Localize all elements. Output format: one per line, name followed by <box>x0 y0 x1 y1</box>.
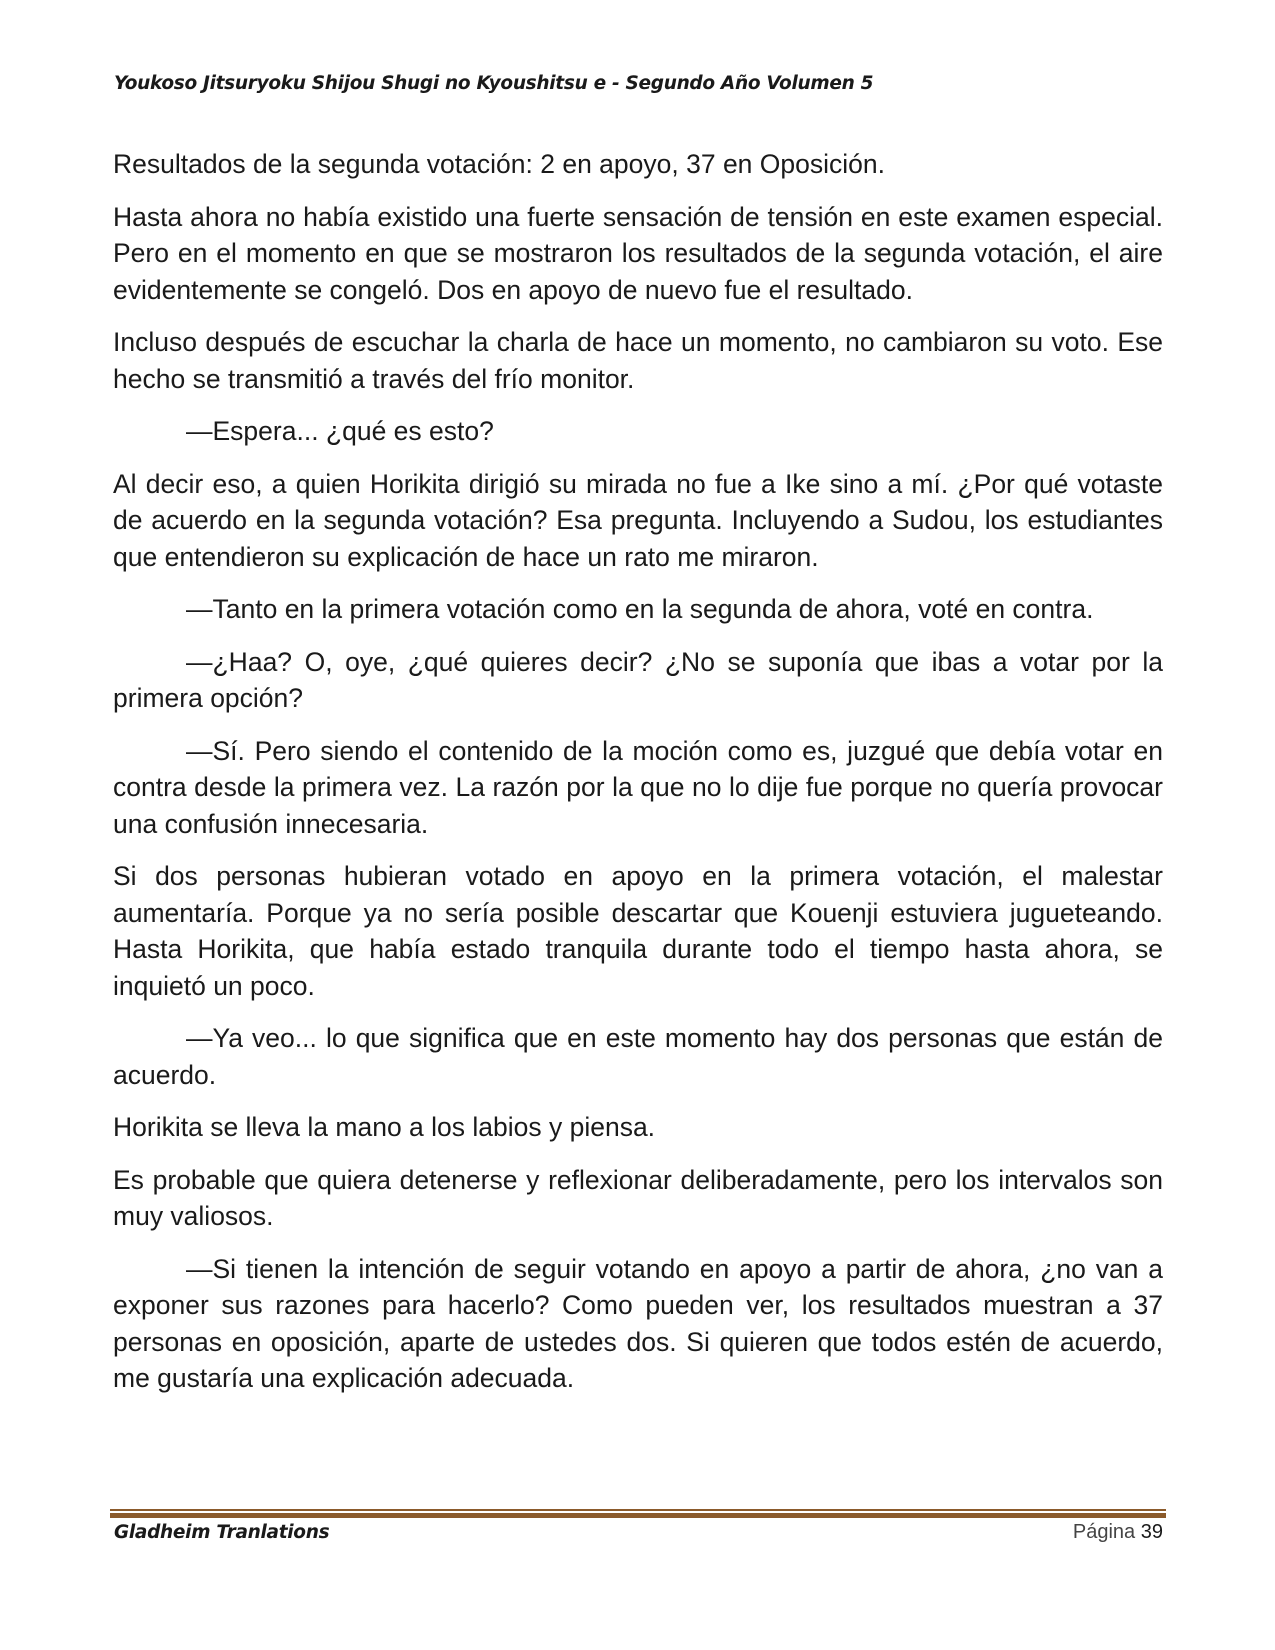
running-header: Youkoso Jitsuryoku Shijou Shugi no Kyoushitsu e - Segundo Año Volumen 5 <box>114 73 874 94</box>
dialog-paragraph: —Ya veo... lo que significa que en este momento hay dos personas que están de acuerdo. <box>113 1023 1163 1090</box>
dialog-paragraph: —Tanto en la primera votación como en la segunda de ahora, voté en contra. <box>186 594 1094 624</box>
footer-divider <box>110 1509 1166 1518</box>
paragraph: Al decir eso, a quien Horikita dirigió su mirada no fue a Ike sino a mí. ¿Por qué votaste de acuerdo en la segunda votación? Esa pregunta. Incluyendo a Sudou, los estudiantes que entendieron su explicación de hace un rato me miraron. <box>113 468 1163 572</box>
page-body <box>113 146 1163 1413</box>
paragraph: Horikita se lleva la mano a los labios y piensa. <box>113 1112 656 1142</box>
page-number: 39 <box>1140 1521 1163 1543</box>
dialog-paragraph: —Si tienen la intención de seguir votando en apoyo a partir de ahora, ¿no van a exponer sus razones para hacerlo? Como pueden ver, los resultados muestran a 37 personas en oposición, aparte de ustedes dos. Si quieren que todos estén de acuerdo, me gustaría una explicación adecuada. <box>113 1253 1163 1393</box>
page-number-block <box>1073 1521 1163 1544</box>
dialog-paragraph: —Sí. Pero siendo el contenido de la moción como es, juzgué que debía votar en contra desde la primera vez. La razón por la que no lo dije fue porque no quería provocar una confusión innecesaria. <box>113 735 1163 839</box>
paragraph: Resultados de la segunda votación: 2 en apoyo, 37 en Oposición. <box>113 149 885 179</box>
paragraph: Es probable que quiera detenerse y reflexionar deliberadamente, pero los intervalos son muy valiosos. <box>113 1164 1163 1231</box>
paragraph: Hasta ahora no había existido una fuerte sensación de tensión en este examen especial. Pero en el momento en que se mostraron los resultados de la segunda votación, el aire evidentemente se congeló. Dos en apoyo de nuevo fue el resultado. <box>113 201 1163 305</box>
footer-divider-thick-line <box>110 1513 1166 1518</box>
paragraph: Si dos personas hubieran votado en apoyo en la primera votación, el malestar aumentaría. Porque ya no sería posible descartar que Kouenji estuviera jugueteando. Hasta Horikita, que había estado tranquila durante todo el tiempo hasta ahora, se inquietó un poco. <box>113 861 1163 1001</box>
page-label: Página <box>1072 1521 1136 1543</box>
footer-publisher: Gladheim Tranlations <box>114 1522 330 1543</box>
dialog-paragraph: —Espera... ¿qué es esto? <box>186 416 494 446</box>
dialog-paragraph: —¿Haa? O, oye, ¿qué quieres decir? ¿No se suponía que ibas a votar por la primera opción? <box>113 646 1163 713</box>
paragraph: Incluso después de escuchar la charla de hace un momento, no cambiaron su voto. Ese hecho se transmitió a través del frío monitor. <box>113 327 1163 394</box>
